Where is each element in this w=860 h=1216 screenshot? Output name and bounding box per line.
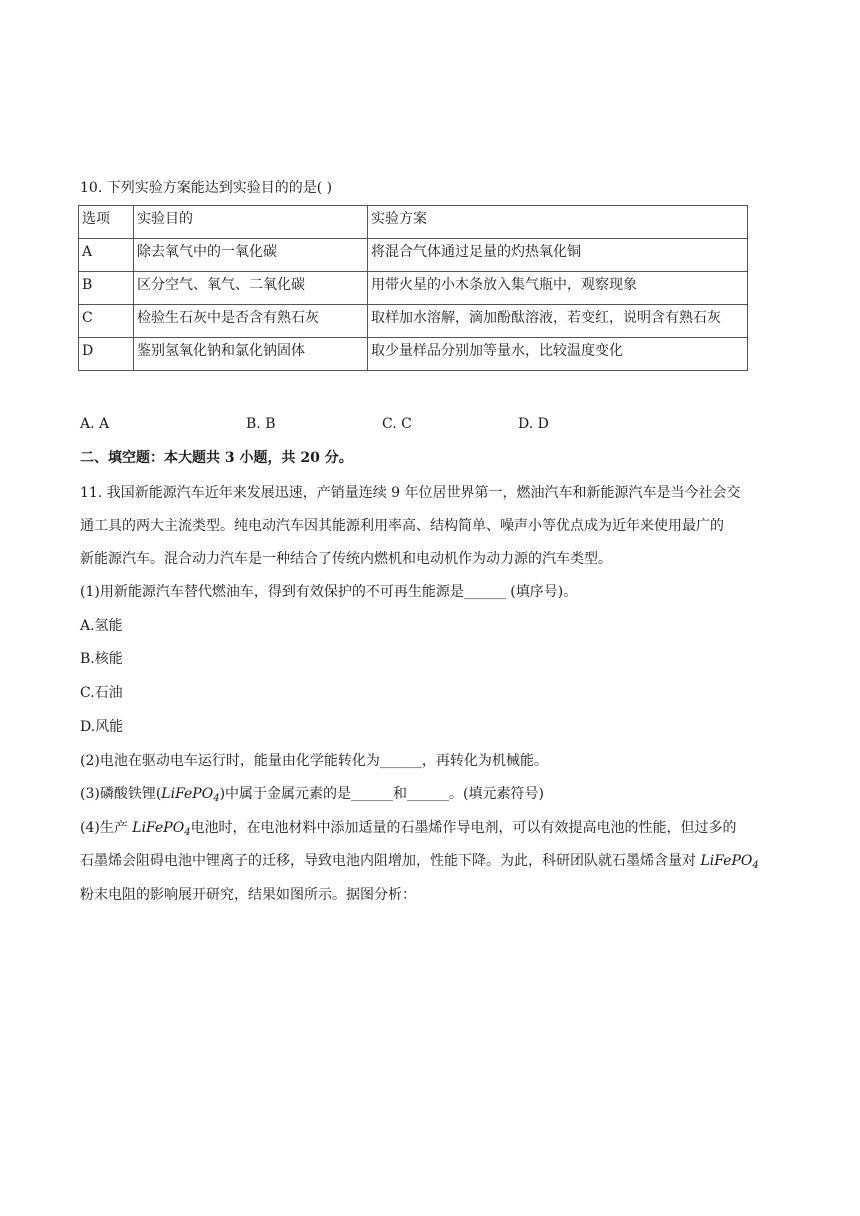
part-4-text: 电池时，在电池材料中添加适量的石墨烯作导电剂，可以有效提高电池的性能，但过多的 bbox=[190, 820, 737, 836]
choice-b: B. B bbox=[246, 416, 276, 432]
option-c: C.石油 bbox=[80, 685, 123, 701]
option-a: A.氢能 bbox=[80, 618, 123, 634]
formula-main: LiFePO bbox=[700, 853, 753, 869]
formula-subscript: 4 bbox=[213, 793, 220, 804]
formula-main: LiFePO bbox=[132, 820, 185, 836]
header-plan: 实验方案 bbox=[368, 206, 748, 239]
choice-c: C. C bbox=[382, 416, 412, 432]
row-purpose: 鉴别氢氧化钠和氯化钠固体 bbox=[134, 338, 368, 371]
row-plan: 用带火星的小木条放入集气瓶中，观察现象 bbox=[368, 272, 748, 305]
part-4-prefix: (4)生产 bbox=[80, 820, 133, 836]
question-11-part-2: (2)电池在驱动电车运行时，能量由化学能转化为______，再转化为机械能。 bbox=[80, 753, 548, 769]
row-plan: 取少量样品分别加等量水，比较温度变化 bbox=[368, 338, 748, 371]
table-row bbox=[79, 272, 748, 305]
answer-choices bbox=[80, 414, 780, 434]
row-plan: 将混合气体通过足量的灼热氧化铜 bbox=[368, 239, 748, 272]
row-purpose: 检验生石灰中是否含有熟石灰 bbox=[134, 305, 368, 338]
formula-subscript: 4 bbox=[752, 860, 759, 871]
question-11-part-4-line bbox=[80, 846, 780, 881]
question-11-part-1: (1)用新能源汽车替代燃油车，得到有效保护的不可再生能源是______ (填序号)。 bbox=[80, 584, 578, 600]
part-3-suffix: )中属于金属元素的是______和______。(填元素符号) bbox=[219, 786, 544, 802]
formula-main: LiFePO bbox=[161, 786, 214, 802]
row-purpose: 区分空气、氧气、二氧化碳 bbox=[134, 272, 368, 305]
row-plan: 取样加水溶解，滴加酚酞溶液，若变红，说明含有熟石灰 bbox=[368, 305, 748, 338]
table-header-row bbox=[79, 206, 748, 239]
table-row bbox=[79, 305, 748, 338]
row-option: B bbox=[79, 272, 134, 305]
question-11-intro-line: 11. 我国新能源汽车近年来发展迅速，产销量连续 9 年位居世界第一，燃油汽车和新能源汽车是当今社会交 bbox=[80, 485, 741, 501]
question-11-part-4-line: 粉末电阻的影响展开研究，结果如图所示。据图分析： bbox=[80, 887, 416, 903]
choice-a: A. A bbox=[80, 416, 110, 432]
experiment-table bbox=[78, 205, 748, 371]
row-option: C bbox=[79, 305, 134, 338]
part-3-prefix: (3)磷酸铁锂( bbox=[80, 786, 162, 802]
row-option: A bbox=[79, 239, 134, 272]
formula-subscript: 4 bbox=[184, 827, 191, 838]
table-row bbox=[79, 239, 748, 272]
header-purpose: 实验目的 bbox=[134, 206, 368, 239]
section-heading: 二、填空题：本大题共 3 小题，共 20 分。 bbox=[80, 450, 353, 466]
formula-lifepo4 bbox=[700, 853, 758, 869]
row-option: D bbox=[79, 338, 134, 371]
option-b: B.核能 bbox=[80, 651, 123, 667]
row-purpose: 除去氧气中的一氧化碳 bbox=[134, 239, 368, 272]
part-4-text: 石墨烯会阻碍电池中锂离子的迁移，导致电池内阻增加，性能下降。为此，科研团队就石墨烯含量对 bbox=[80, 853, 701, 869]
question-10-stem: 10. 下列实验方案能达到实验目的的是( ) bbox=[80, 180, 333, 196]
question-11-part-3 bbox=[80, 779, 780, 814]
formula-lifepo4 bbox=[132, 820, 190, 836]
header-option: 选项 bbox=[79, 206, 134, 239]
question-11-intro-line: 新能源汽车。混合动力汽车是一种结合了传统内燃机和电动机作为动力源的汽车类型。 bbox=[80, 551, 612, 567]
question-11-part-4-line bbox=[80, 813, 780, 848]
formula-lifepo4 bbox=[161, 786, 219, 802]
table-row bbox=[79, 338, 748, 371]
question-11-intro-line: 通工具的两大主流类型。纯电动汽车因其能源利用率高、结构简单、噪声小等优点成为近年来使用最广的 bbox=[80, 518, 724, 534]
choice-d: D. D bbox=[518, 416, 549, 432]
option-d: D.风能 bbox=[80, 719, 124, 735]
